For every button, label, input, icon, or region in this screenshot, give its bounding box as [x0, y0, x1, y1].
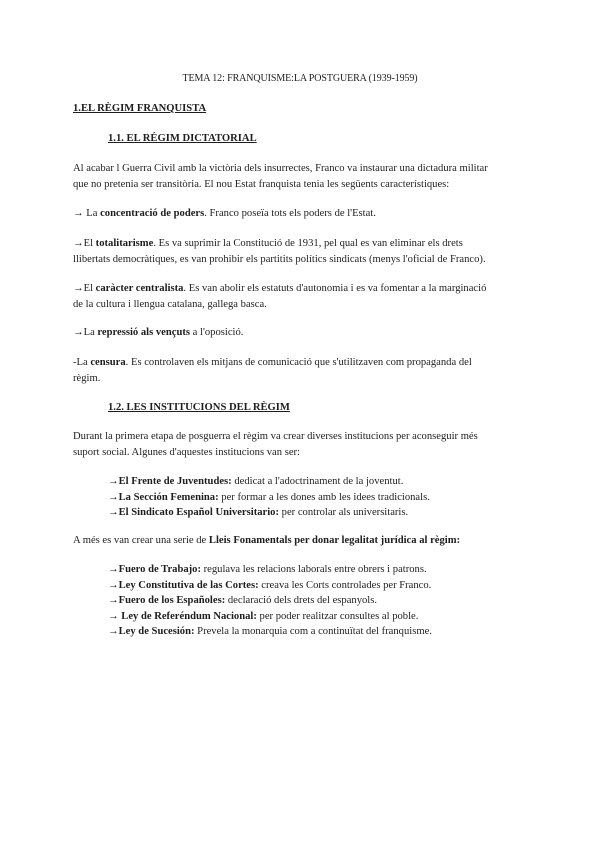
feature-term: repressió als vençuts [97, 327, 191, 338]
section-heading: 1.EL RÈGIM FRANQUISTA [73, 103, 207, 114]
paragraph-line [73, 355, 533, 371]
list-item-text: per poder realitzar consultes al poble. [256, 610, 419, 622]
list-item-text: dedicat a l'adoctrinament de la joventut. [231, 476, 404, 487]
list-item-text: regulava les relacions laborals entre obrers i patrons. [200, 564, 427, 575]
feature-term: concentració de poders [100, 208, 205, 219]
feature-text: . Es controlaven els mitjans de comunicació que s'utilitzaven com propaganda del [125, 357, 472, 368]
feature-term: censura [90, 357, 126, 368]
feature-term: totalitarisme [95, 238, 154, 249]
laws-intro [73, 533, 533, 549]
list-item [108, 593, 548, 609]
list-item [108, 578, 548, 594]
feature-text: . Franco poseïa tots els poders de l'Estat. [204, 208, 376, 219]
document-title: TEMA 12: FRANQUISME:LA POSTGUERA (1939-1959) [182, 73, 418, 84]
arrow-icon: → [108, 564, 119, 575]
intro-paragraph [73, 161, 533, 192]
feature-item [73, 206, 533, 222]
arrow-icon: → [108, 610, 122, 622]
list-item-text: Prevela la monarquia com a continuïtat del franquisme. [194, 626, 432, 637]
dash-marker: -La [73, 357, 91, 368]
feature-item [73, 281, 533, 312]
list-item-term: La Sección Femenina: [118, 491, 219, 503]
list-item [108, 490, 548, 506]
feature-term: caràcter centralista [95, 283, 184, 294]
arrow-icon: →El [73, 283, 96, 294]
arrow-icon: → [108, 626, 119, 637]
laws-intro-text: A més es van crear una serie de [73, 535, 209, 546]
laws-list [108, 562, 548, 640]
list-item-term: El Sindicato Español Universitario: [118, 507, 279, 518]
paragraph-line [73, 206, 533, 222]
list-item-text: creava les Corts controlades per Franco. [258, 579, 432, 591]
paragraph-line: règim. [73, 372, 101, 384]
paragraph-line [73, 281, 533, 297]
arrow-icon: → [108, 579, 119, 591]
institutions-paragraph [73, 429, 533, 460]
feature-text: . Es van abolir els estatuts d'autonomia i es va fomentar a la marginació [183, 283, 487, 294]
list-item-term: Ley de Sucesión: [118, 626, 195, 637]
paragraph-line: Durant la primera etapa de posguerra el règim va crear diverses institucions per aconseguir més [73, 431, 478, 442]
list-item-term: El Frente de Juventudes: [118, 476, 232, 487]
paragraph-line [73, 236, 533, 252]
list-item-term: Ley de Referéndum Nacional: [121, 610, 257, 622]
feature-text: a l'oposició. [190, 327, 244, 338]
institutions-list [108, 474, 548, 521]
arrow-icon: → [108, 491, 119, 503]
feature-item [73, 236, 533, 267]
list-item [108, 609, 548, 625]
list-item-text: per formar a les dones amb les idees tradicionals. [218, 491, 430, 503]
paragraph-line: suport social. Algunes d'aquestes institucions van ser: [73, 446, 300, 458]
paragraph-line: de la cultura i llengua catalana, gallega basca. [73, 298, 267, 310]
arrow-icon: → [108, 595, 119, 606]
arrow-icon: → La [73, 208, 101, 219]
paragraph-line: que no pretenia ser transitòria. El nou Estat franquista tenia les següents característiques: [73, 178, 450, 190]
list-item-term: Fuero de los Españoles: [118, 595, 226, 606]
arrow-icon: → [108, 507, 119, 518]
arrow-icon: → [108, 476, 119, 487]
subsection-heading: 1.2. LES INSTITUCIONS DEL RÈGIM [108, 402, 290, 413]
paragraph-line [73, 325, 533, 341]
list-item [108, 624, 548, 640]
paragraph-line: llibertats democràtiques, es van prohibir els partitits polítics sindicats (menys l'oficial de Franco). [73, 253, 486, 265]
list-item [108, 562, 548, 578]
subsection-heading: 1.1. EL RÉGIM DICTATORIAL [108, 133, 257, 144]
feature-item [73, 325, 533, 341]
laws-intro-term: Lleis Fonamentals per donar legalitat jurídica al règim: [208, 535, 461, 546]
list-item-text: declaració dels drets del espanyols. [225, 595, 378, 606]
feature-item [73, 355, 533, 386]
feature-text: . Es va suprimir la Constitució de 1931, pel qual es van eliminar els drets [153, 238, 463, 249]
list-item-text: per controlar als universitaris. [279, 507, 409, 518]
list-item [108, 474, 548, 490]
paragraph-line: Al acabar l Guerra Civil amb la victòria dels insurrectes, Franco va instaurar una dictadura militar [73, 163, 488, 174]
list-item-term: Ley Constitutiva de las Cortes: [118, 579, 259, 591]
arrow-icon: →El [73, 238, 96, 249]
arrow-icon: →La [73, 327, 98, 338]
list-item [108, 505, 548, 521]
list-item-term: Fuero de Trabajo: [118, 564, 201, 575]
